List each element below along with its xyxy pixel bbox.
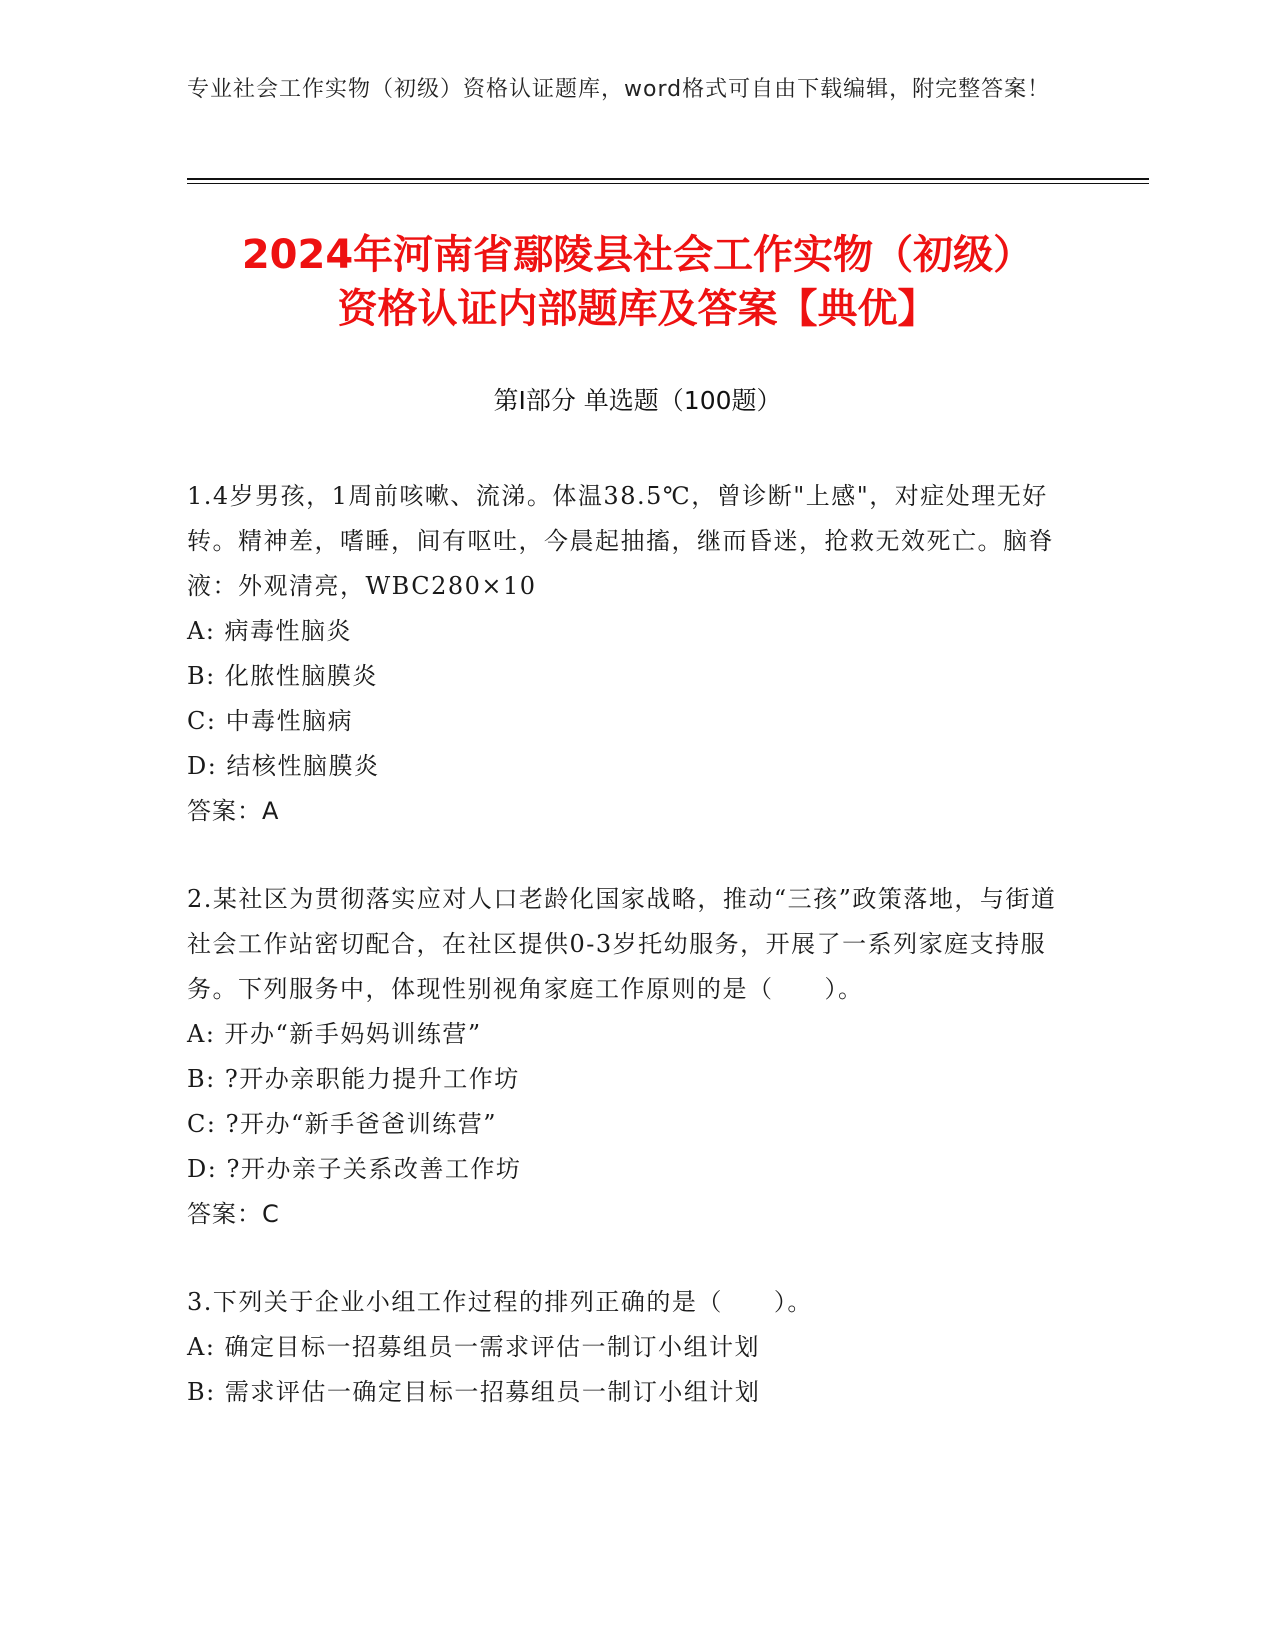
option-a: A: 确定目标一招募组员一需求评估一制订小组计划 <box>187 1333 761 1361</box>
option-b: B: 化脓性脑膜炎 <box>187 662 378 690</box>
question-3 <box>187 1280 1067 1415</box>
header-divider <box>187 178 1149 180</box>
document-title <box>120 228 1155 336</box>
header-divider-thin <box>187 183 1149 184</box>
option-b: B: 需求评估一确定目标一招募组员一制订小组计划 <box>187 1378 761 1406</box>
question-1 <box>187 474 1067 834</box>
option-a: A: 病毒性脑炎 <box>187 617 353 645</box>
section-heading: 第I部分 单选题（100题） <box>493 386 782 415</box>
option-c: C: 中毒性脑病 <box>187 707 354 735</box>
option-a: A: 开办“新手妈妈训练营” <box>187 1020 482 1048</box>
question-stem: 3.下列关于企业小组工作过程的排列正确的是（ ）。 <box>187 1288 813 1316</box>
answer-line: 答案：A <box>187 797 280 825</box>
header-note: 专业社会工作实物（初级）资格认证题库，word格式可自由下载编辑，附完整答案！ <box>187 77 1051 102</box>
answer-line: 答案：C <box>187 1200 280 1228</box>
option-d: D: 结核性脑膜炎 <box>187 752 380 780</box>
document-title-line-1: 2024年河南省鄢陵县社会工作实物（初级） <box>241 232 1034 278</box>
option-c: C: ?开办“新手爸爸训练营” <box>187 1110 497 1138</box>
question-list <box>187 474 1067 1458</box>
option-b: B: ?开办亲职能力提升工作坊 <box>187 1065 520 1093</box>
question-stem: 2.某社区为贯彻落实应对人口老龄化国家战略，推动“三孩”政策落地，与街道社会工作站密切配合，在社区提供0-3岁托幼服务，开展了一系列家庭支持服务。下列服务中，体现性别视角家庭工作原则的是（ ）。 <box>187 885 1057 1003</box>
option-d: D: ?开办亲子关系改善工作坊 <box>187 1155 522 1183</box>
question-2 <box>187 877 1067 1237</box>
document-title-line-2: 资格认证内部题库及答案【典优】 <box>337 286 938 332</box>
question-stem: 1.4岁男孩，1周前咳嗽、流涕。体温38.5℃，曾诊断"上感"，对症处理无好转。精神差，嗜睡，间有呕吐，今晨起抽搐，继而昏迷，抢救无效死亡。脑脊液：外观清亮，WBC280×10 <box>187 482 1054 600</box>
